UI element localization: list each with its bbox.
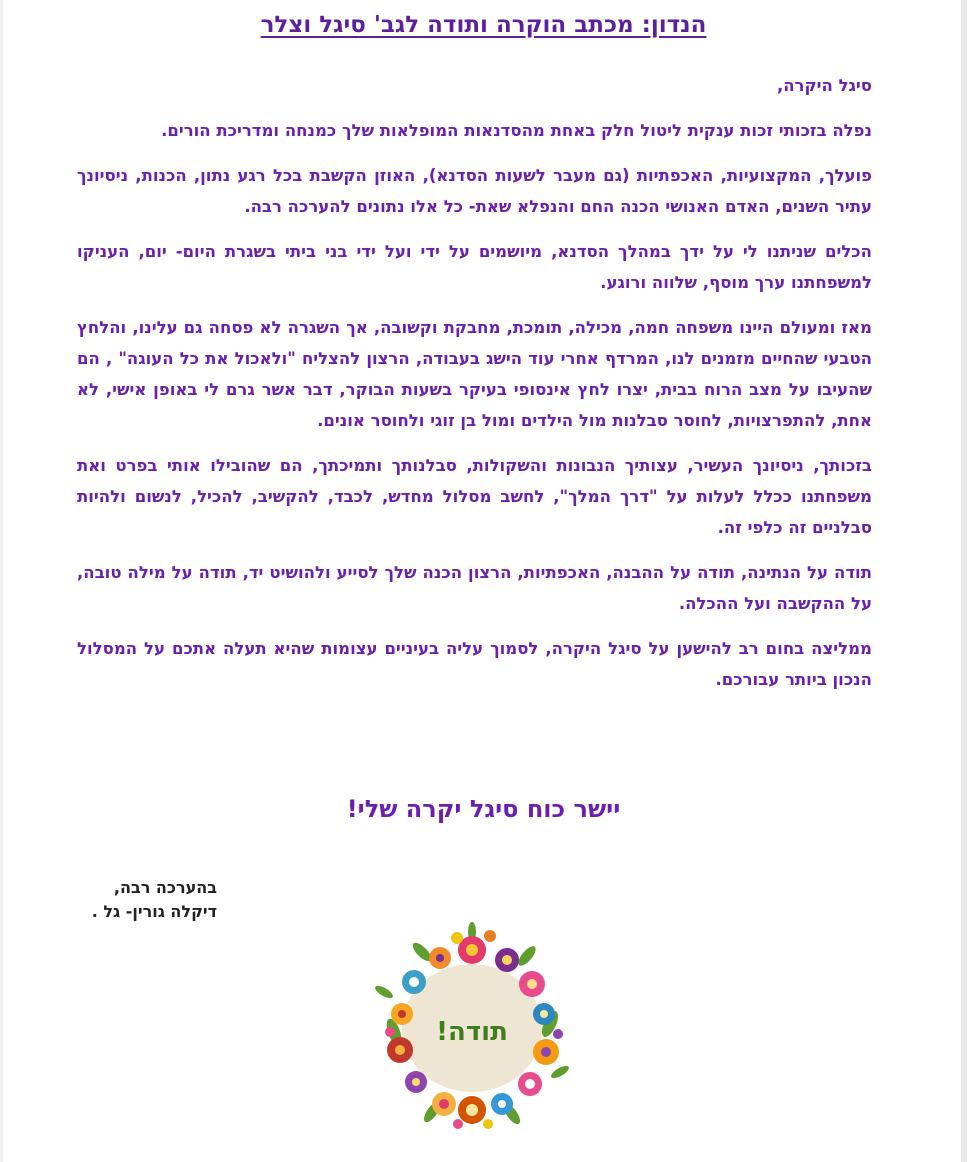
letter-paragraph-4: מאז ומעולם היינו משפחה חמה, מכילה, תומכת, מחבקת וקשובה, אך השגרה לא פסחה גם עלינו, והלחץ הטבעי שהחיים מזמנים לנו, המרדף אחרי עוד הישג בעבודה, הרצון להצליח "ולאכול את כל העוגה" , הם שהעיבו על מצב הרוח בבית, יצרו לחץ אינסופי בעיקר בשעות הבוקר, דבר אשר גרם לי באופן אישי, לא אחת, להתפרצויות, לחוסר סבלנות מול הילדים ומול בן זוגי ולחוסר אונים.: [77, 318, 872, 430]
wreath-thank-you-text: תודה!: [436, 1017, 508, 1047]
signoff-signature: דיקלה גורין- גל .: [91, 902, 217, 921]
letter-paragraph-6: תודה על הנתינה, תודה על ההבנה, האכפתיות, הרצון הכנה שלך לסייע ולהושיט יד, תודה על מילה טובה, על ההקשבה ועל ההכלה.: [77, 563, 872, 613]
signoff: [17, 876, 217, 924]
letter-paragraph-2: פועלך, המקצועיות, האכפתיות (גם מעבר לשעות הסדנא), האוזן הקשבת בכל רגע נתון, הכנות, ניסיונך עתיר השנים, האדם האנושי הכנה החם והנפלא שאת- כל אלו נתונים להערכה רבה.: [77, 166, 872, 216]
letter-body: [77, 70, 872, 709]
letter-paragraph-5: בזכותך, ניסיונך העשיר, עצותיך הנבונות והשקולות, סבלנותך ותמיכתך, הם שהובילו אותי בפרט ואת משפחתנו ככלל לעלות על "דרך המלך", לחשב מסלול מחדש, לכבד, להקשיב, להכיל, לנשום ולהיות סבלניים זה כלפי זה.: [77, 456, 872, 537]
closing-line: יישר כוח סיגל יקרה שלי!: [346, 795, 621, 823]
letter-greeting: סיגל היקרה,: [776, 76, 872, 95]
letter-subject: הנדון: מכתב הוקרה ותודה לגב' סיגל וצלר: [260, 12, 707, 38]
signoff-regards: בהערכה רבה,: [113, 878, 217, 897]
letter-paragraph-7: ממליצה בחום רב להישען על סיגל היקרה, לסמוך עליה בעיניים עצומות שהיא תעלה אתכם על המסלול הנכון ביותר עבורכם.: [77, 639, 872, 689]
letter-paragraph-1: נפלה בזכותי זכות ענקית ליטול חלק באחת מהסדנאות המופלאות שלך כמנחה ומדריכת הורים.: [161, 121, 872, 140]
letter-paragraph-3: הכלים שניתנו לי על ידך במהלך הסדנא, מיושמים על ידי ועל ידי בני ביתי בשגרת היום- יום, העניקו למשפחתנו ערך מוסף, שלווה ורוגע.: [77, 242, 872, 292]
thank-you-wreath-illustration: [362, 912, 582, 1137]
